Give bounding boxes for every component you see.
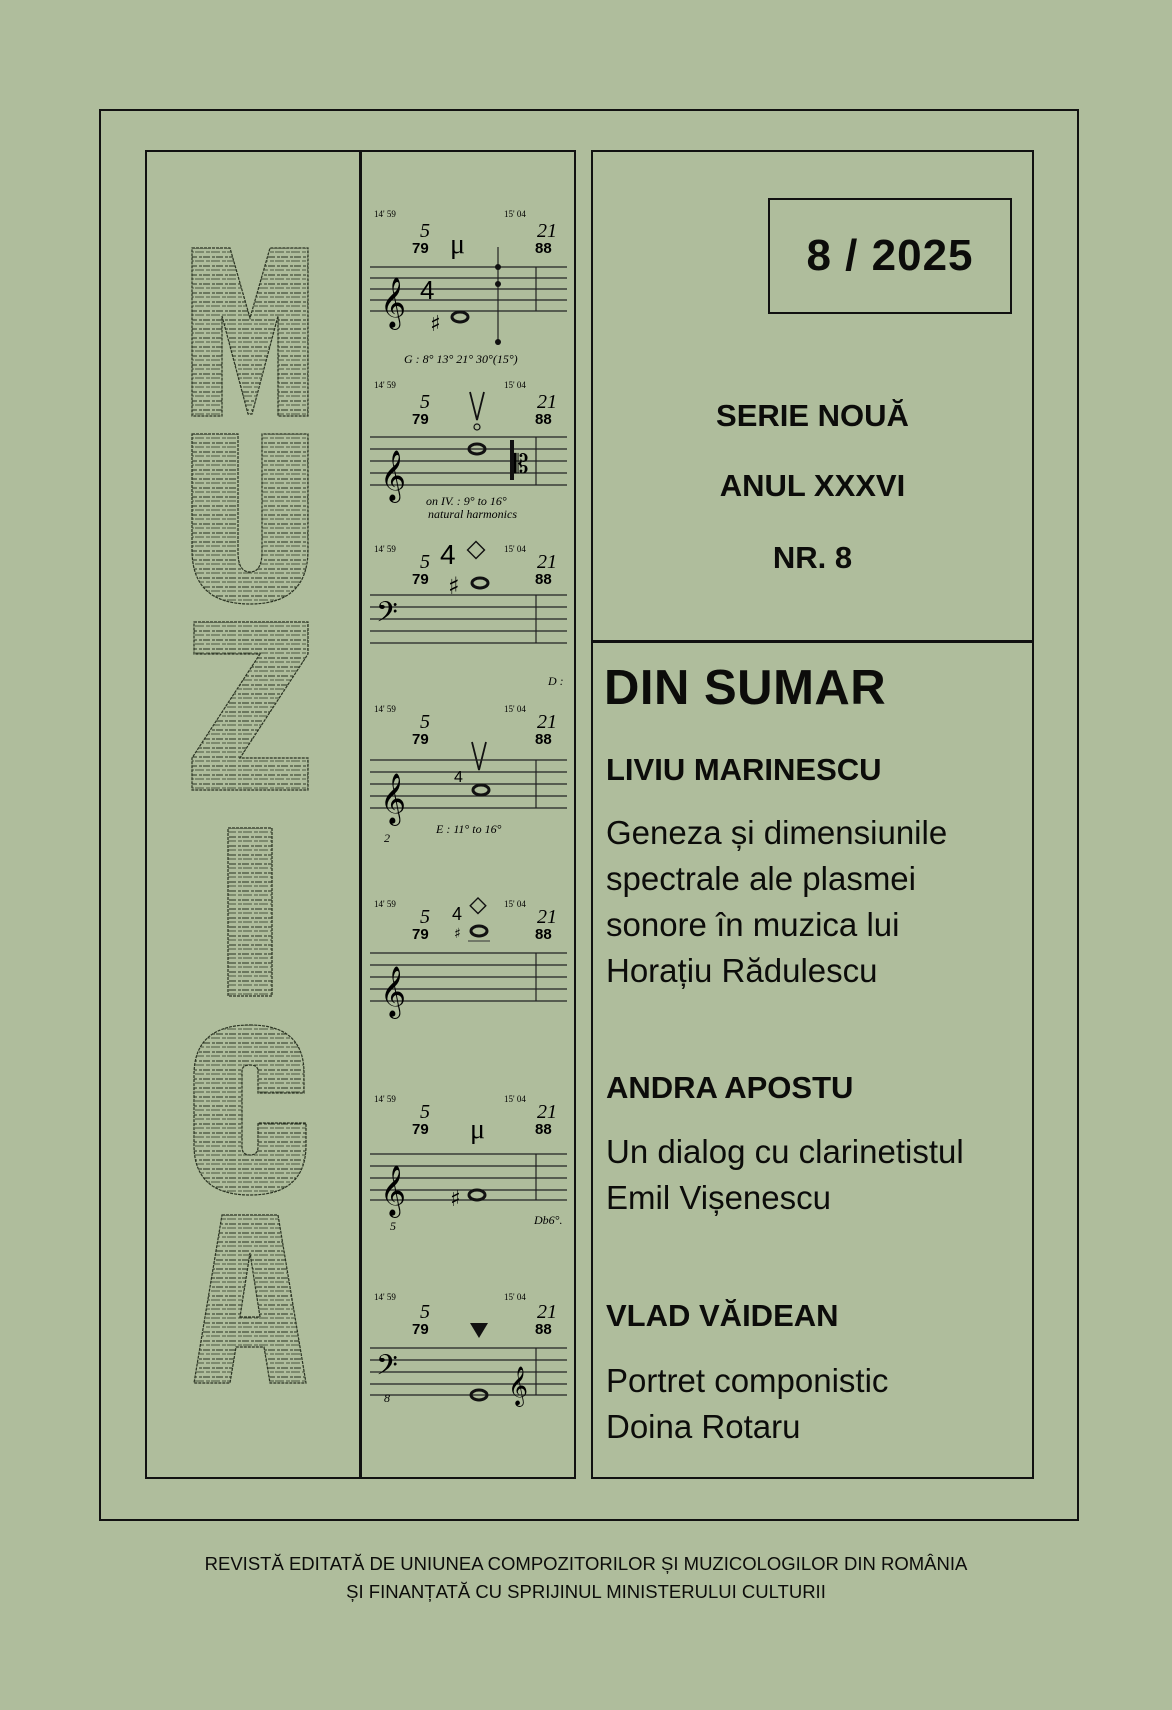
svg-text:21: 21: [537, 220, 557, 242]
svg-text:𝄡: 𝄡: [514, 450, 529, 480]
svg-text:88: 88: [535, 571, 552, 588]
article-title: [606, 1129, 1026, 1221]
article-author: ANDRA APOSTU: [606, 1070, 854, 1105]
svg-text:21: 21: [537, 1101, 557, 1123]
summary-heading: DIN SUMAR: [604, 661, 887, 715]
svg-text:4: 4: [454, 769, 463, 786]
score-excerpt: [362, 700, 574, 875]
svg-text:79: 79: [412, 1321, 429, 1338]
svg-text:79: 79: [412, 571, 429, 588]
masthead-letter-i: [190, 826, 310, 998]
svg-text:5: 5: [420, 906, 430, 928]
svg-text:21: 21: [537, 711, 557, 733]
footer-line-1: REVISTĂ EDITATĂ DE UNIUNEA COMPOZITORILOR ȘI MUZICOLOGILOR DIN ROMÂNIA: [204, 1553, 968, 1574]
svg-text:natural harmonics: natural harmonics: [428, 507, 518, 521]
svg-text:15' 04: 15' 04: [504, 209, 526, 219]
masthead-letter-c: [190, 1023, 310, 1195]
svg-text:𝄞: 𝄞: [508, 1366, 529, 1406]
svg-text:♯: ♯: [450, 1187, 461, 1212]
score-excerpt: [362, 1285, 574, 1460]
article-title: [606, 810, 1026, 994]
svg-text:88: 88: [535, 411, 552, 428]
score-excerpt: [362, 1080, 574, 1255]
svg-text:14' 59: 14' 59: [374, 380, 396, 390]
svg-text:D :: D :: [548, 674, 564, 688]
svg-text:14' 59: 14' 59: [374, 544, 396, 554]
svg-text:14' 59: 14' 59: [374, 704, 396, 714]
svg-text:14' 59: 14' 59: [374, 1094, 396, 1104]
svg-text:♯: ♯: [454, 926, 461, 942]
svg-text:5: 5: [420, 1301, 430, 1323]
svg-text:79: 79: [412, 731, 429, 748]
svg-text:𝄞: 𝄞: [380, 1165, 407, 1216]
masthead-letter-u: [190, 432, 310, 604]
svg-text:15' 04: 15' 04: [504, 1292, 526, 1302]
svg-text:G : 8° 13° 21° 30°(15°): G : 8° 13° 21° 30°(15°): [404, 352, 518, 366]
svg-text:𝄞: 𝄞: [380, 277, 407, 328]
issue-number-box: [768, 198, 1012, 314]
svg-text:4: 4: [452, 904, 463, 924]
score-excerpt: [362, 195, 574, 370]
svg-text:𝄞: 𝄞: [380, 773, 407, 824]
svg-text:79: 79: [412, 1121, 429, 1138]
svg-text:88: 88: [535, 240, 552, 257]
svg-text:14' 59: 14' 59: [374, 899, 396, 909]
article-author: LIVIU MARINESCU: [606, 752, 882, 787]
issue-label: 8 / 2025: [806, 231, 974, 280]
svg-text:♯: ♯: [430, 312, 441, 337]
footer-line-2: ȘI FINANȚATĂ CU SPRIJINUL MINISTERULUI CULTURII: [346, 1581, 826, 1602]
svg-text:♯: ♯: [448, 572, 460, 600]
article-author: VLAD VĂIDEAN: [606, 1298, 839, 1333]
svg-text:4: 4: [420, 275, 435, 305]
svg-text:79: 79: [412, 240, 429, 257]
svg-text:8: 8: [384, 1391, 390, 1405]
svg-text:88: 88: [535, 1121, 552, 1138]
svg-text:5: 5: [420, 711, 430, 733]
year-label: ANUL XXXVI: [719, 468, 906, 503]
score-excerpt: [362, 880, 574, 1055]
svg-text:21: 21: [537, 391, 557, 413]
svg-text:15' 04: 15' 04: [504, 380, 526, 390]
svg-text:79: 79: [412, 926, 429, 943]
svg-text:5: 5: [420, 551, 430, 573]
svg-text:μ: μ: [450, 229, 466, 260]
svg-text:2: 2: [384, 831, 390, 845]
summary-divider: [591, 640, 1034, 643]
svg-text:5: 5: [390, 1219, 396, 1233]
svg-text:88: 88: [535, 926, 552, 943]
publisher-footer: [0, 1550, 1172, 1606]
article-title: [606, 1358, 1026, 1450]
svg-text:4: 4: [440, 539, 456, 570]
svg-text:𝄞: 𝄞: [380, 450, 407, 501]
svg-text:5: 5: [420, 220, 430, 242]
article-title-line: Geneza și dimensiunile: [606, 814, 948, 851]
svg-text:15' 04: 15' 04: [504, 704, 526, 714]
article-title-line: Emil Vișenescu: [606, 1179, 831, 1216]
svg-text:𝄢: 𝄢: [376, 1349, 398, 1389]
article-title-line: Horațiu Rădulescu: [606, 952, 878, 989]
svg-text:Db6°.: Db6°.: [534, 1213, 563, 1227]
svg-text:79: 79: [412, 411, 429, 428]
article-title-line: sonore în muzica lui: [606, 906, 900, 943]
svg-text:μ: μ: [470, 1114, 486, 1145]
svg-text:15' 04: 15' 04: [504, 899, 526, 909]
article-title-line: Portret componistic: [606, 1362, 889, 1399]
svg-text:15' 04: 15' 04: [504, 544, 526, 554]
svg-text:88: 88: [535, 1321, 552, 1338]
svg-text:14' 59: 14' 59: [374, 209, 396, 219]
number-label: NR. 8: [772, 540, 853, 575]
masthead-letter-a: [190, 1213, 310, 1385]
svg-text:14' 59: 14' 59: [374, 1292, 396, 1302]
masthead-letter-m: [190, 246, 310, 418]
score-excerpt: [362, 370, 574, 545]
svg-text:𝄢: 𝄢: [376, 596, 398, 636]
masthead-letter-z: [190, 620, 310, 792]
svg-text:E : 11° to 16°: E : 11° to 16°: [436, 822, 502, 836]
series-label: SERIE NOUĂ: [716, 398, 909, 433]
svg-text:5: 5: [420, 1101, 430, 1123]
svg-text:𝄞: 𝄞: [380, 966, 407, 1017]
svg-text:on IV. : 9° to 16°: on IV. : 9° to 16°: [426, 494, 507, 508]
article-title-line: Doina Rotaru: [606, 1408, 801, 1445]
score-excerpt: [362, 532, 574, 707]
svg-text:15' 04: 15' 04: [504, 1094, 526, 1104]
svg-text:88: 88: [535, 731, 552, 748]
svg-text:5: 5: [420, 391, 430, 413]
article-title-line: spectrale ale plasmei: [606, 860, 916, 897]
article-title-line: Un dialog cu clarinetistul: [606, 1133, 964, 1170]
svg-text:21: 21: [537, 906, 557, 928]
svg-text:21: 21: [537, 1301, 557, 1323]
svg-text:21: 21: [537, 551, 557, 573]
